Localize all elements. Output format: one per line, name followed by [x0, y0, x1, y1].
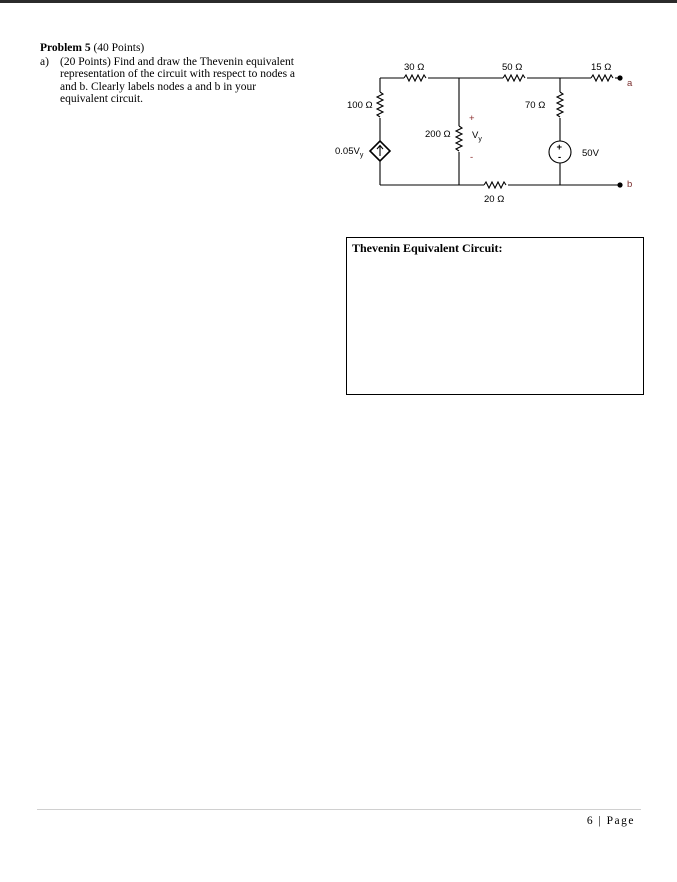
source-plus: + [556, 142, 563, 153]
label-50v: 50V [582, 148, 599, 159]
answer-box[interactable] [346, 237, 644, 395]
part-text-line: equivalent circuit. [60, 93, 144, 105]
resistor-50-zigzag [503, 75, 525, 81]
part-label: a) [40, 55, 49, 68]
resistor-30-zigzag [404, 75, 426, 81]
part-text-line: (20 Points) Find and draw the Thevenin equivalent [60, 55, 294, 68]
dep-source-subscript: y [359, 152, 364, 159]
vy-symbol: V [472, 130, 479, 141]
label-20-ohm: 20 Ω [484, 194, 505, 205]
label-70-ohm: 70 Ω [525, 100, 546, 111]
dep-source-value: 0.05V [335, 146, 360, 157]
node-a-dot [617, 75, 622, 80]
page-separator: | [598, 815, 603, 827]
part-text-line: representation of the circuit with respect to nodes a [60, 68, 296, 80]
answer-box-title: Thevenin Equivalent Circuit: [352, 241, 503, 255]
label-30-ohm: 30 Ω [404, 62, 425, 73]
label-node-b: b [627, 179, 633, 190]
part-text-line: and b. Clearly labels nodes a and b in your [60, 80, 257, 93]
circuit-diagram [330, 50, 650, 220]
problem-statement [40, 42, 340, 106]
vy-label [472, 130, 482, 143]
resistor-70-zigzag [557, 92, 563, 117]
vy-minus: - [470, 152, 474, 163]
top-rule [0, 0, 677, 3]
label-dep-source [335, 146, 364, 159]
problem-title [40, 42, 340, 55]
problem-number: Problem 5 [40, 42, 91, 54]
label-node-a: a [627, 78, 633, 89]
dep-source-arrow [377, 146, 383, 157]
label-200-ohm: 200 Ω [425, 129, 451, 140]
problem-points: (40 Points) [93, 42, 145, 54]
vy-subscript: y [478, 136, 482, 143]
vy-plus: + [469, 113, 475, 124]
label-15-ohm: 15 Ω [591, 62, 612, 73]
page-number: 6 [586, 815, 595, 827]
resistor-15-zigzag [591, 75, 613, 81]
node-b-dot [617, 182, 622, 187]
footer-rule [37, 809, 641, 810]
page-word: Page [606, 815, 635, 827]
resistor-200-zigzag [456, 126, 462, 151]
resistor-100-zigzag [377, 92, 383, 117]
page-footer [587, 815, 635, 827]
label-50-ohm: 50 Ω [502, 62, 523, 73]
part-a [40, 56, 340, 106]
resistor-20-zigzag [484, 182, 506, 188]
label-100-ohm: 100 Ω [347, 100, 373, 111]
source-minus: - [558, 152, 562, 163]
